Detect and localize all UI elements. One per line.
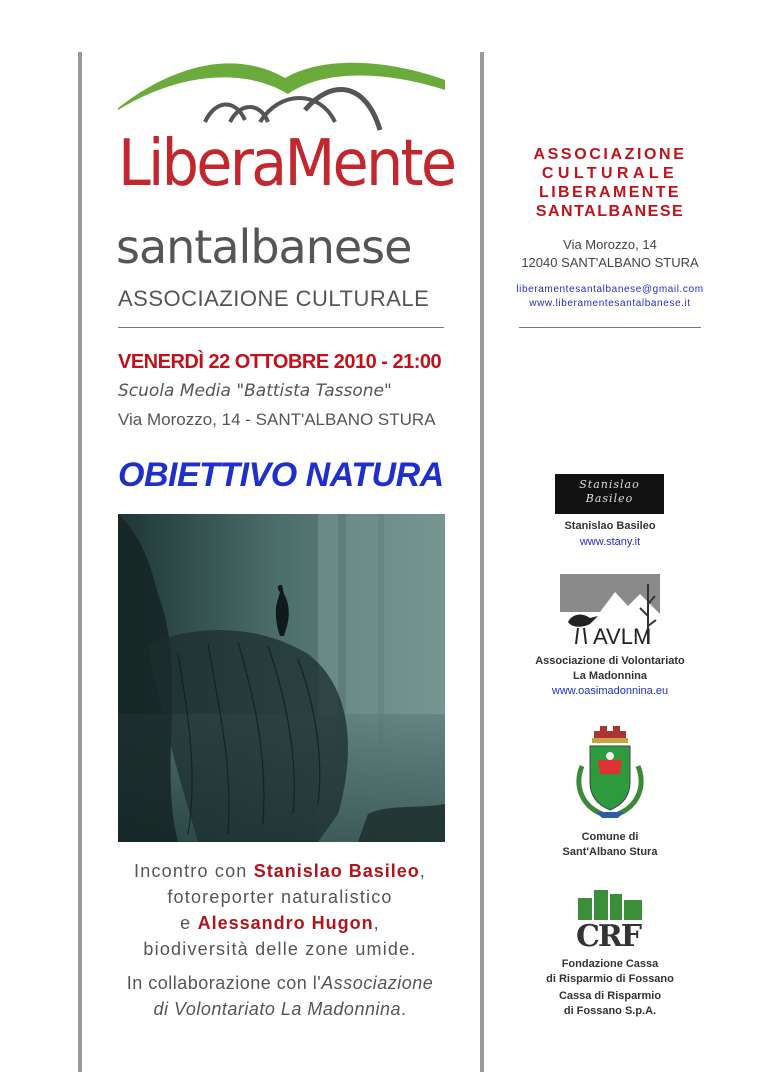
logo-tagline: ASSOCIAZIONE CULTURALE — [118, 286, 430, 311]
sponsor-comune-name-line: Comune di — [581, 831, 639, 843]
speaker-2-name: Alessandro Hugon — [197, 913, 374, 933]
collaboration-text: . — [400, 999, 407, 1019]
sponsor-comune-name — [500, 830, 720, 860]
stany-logo — [555, 474, 664, 514]
right-divider — [519, 327, 701, 328]
organization-address — [500, 236, 720, 272]
organization-name — [510, 145, 710, 221]
column-divider-line — [480, 52, 484, 1072]
sponsor-comune-name-line: Sant'Albano Stura — [562, 846, 658, 858]
organization-name-line: ASSOCIAZIONE — [533, 146, 687, 163]
avlm-logo — [560, 574, 660, 650]
organization-contacts — [500, 283, 720, 311]
organization-city: 12040 SANT'ALBANO STURA — [521, 255, 699, 270]
description-text: , — [373, 913, 380, 933]
stany-logo-text: Stanislao — [579, 478, 640, 491]
event-venue: Scuola Media "Battista Tassone" — [118, 381, 392, 401]
left-divider — [118, 327, 444, 328]
sponsor-stany-name: Stanislao Basileo — [564, 520, 656, 532]
event-address: Via Morozzo, 14 - SANT'ALBANO STURA — [118, 410, 436, 429]
sponsor-avlm-name-line: Associazione di Volontariato — [535, 655, 685, 667]
sponsor-crf-name-line: Fondazione Cassa — [561, 958, 659, 970]
organization-name-line: LIBERAMENTE — [539, 184, 681, 201]
collaboration-partner: Associazione — [321, 973, 434, 993]
left-border-line — [78, 52, 82, 1072]
organization-website-link[interactable]: www.liberamentesantalbanese.it — [529, 298, 691, 309]
organization-email-link[interactable]: liberamentesantalbanese@gmail.com — [516, 284, 704, 295]
sponsor-avlm-name — [500, 654, 720, 684]
description-text: , — [419, 861, 426, 881]
avlm-logo-text: AVLM — [593, 624, 652, 649]
sponsor-crf-name — [500, 957, 720, 1019]
crf-logo-text: CRF — [576, 919, 641, 950]
event-date-time: VENERDÌ 22 OTTOBRE 2010 - 21:00 — [118, 351, 442, 373]
sponsor-crf-name-line: di Risparmio di Fossano — [546, 973, 674, 985]
sponsor-crf-name-line: Cassa di Risparmio — [558, 990, 662, 1002]
sponsor-crf-name-line: di Fossano S.p.A. — [563, 1005, 657, 1017]
organization-street: Via Morozzo, 14 — [563, 237, 657, 252]
sponsor-avlm-link[interactable]: www.oasimadonnina.eu — [551, 685, 669, 697]
sponsor-stany-link[interactable]: www.stany.it — [579, 536, 641, 548]
crf-logo — [574, 890, 646, 950]
speaker-1-name: Stanislao Basileo — [253, 861, 420, 881]
description-text: e — [180, 913, 198, 933]
logo-subtitle: santalbanese — [116, 220, 412, 274]
event-title: OBIETTIVO NATURA — [118, 456, 444, 494]
heron-photo — [118, 514, 445, 842]
collaboration-text: In collaborazione con l' — [126, 973, 322, 993]
description-text: Incontro con — [134, 861, 254, 881]
speaker-1-role: fotoreporter naturalistico — [167, 887, 393, 907]
collaboration-partner: di Volontariato La Madonnina — [153, 999, 401, 1019]
sponsor-avlm-name-line: La Madonnina — [573, 670, 647, 682]
organization-name-line: SANTALBANESE — [535, 203, 685, 220]
coat-of-arms-icon — [572, 726, 648, 822]
stany-logo-text: Basileo — [585, 492, 634, 505]
event-description — [110, 858, 450, 1022]
organization-name-line: CULTURALE — [541, 165, 679, 182]
logo-wordmark: LiberaMente — [118, 127, 455, 201]
speaker-2-role: biodiversità delle zone umide. — [143, 939, 417, 959]
